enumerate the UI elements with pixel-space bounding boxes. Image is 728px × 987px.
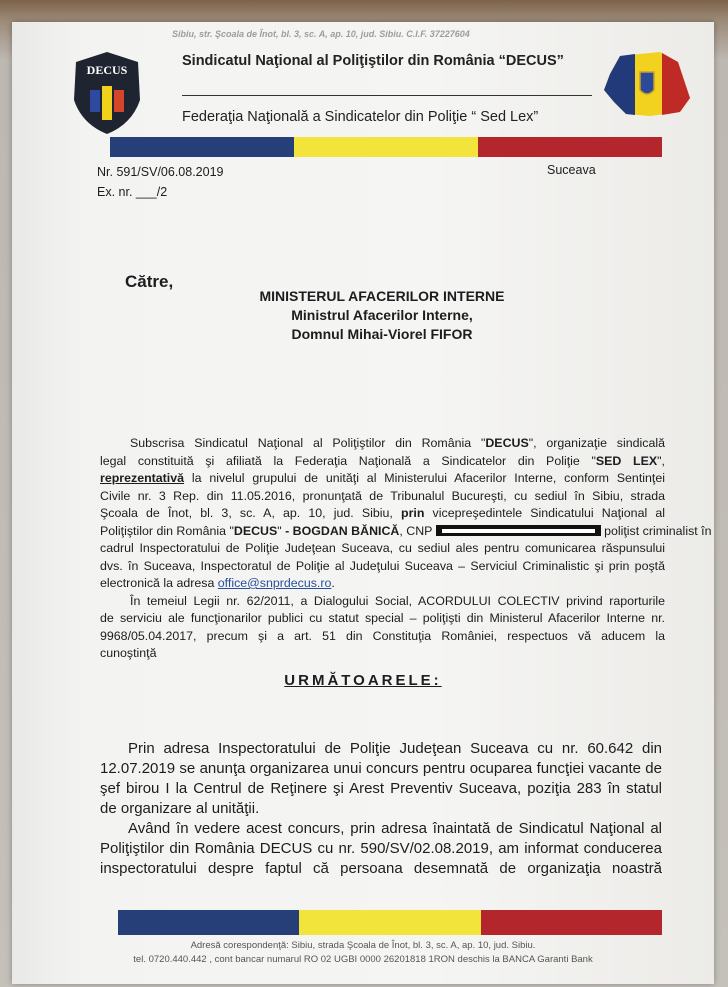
text-segment: În temeiul Legii nr. 62/2011, a Dialogului Social, ACORDULUI COLECTIV privind raporturile — [130, 593, 665, 608]
section-heading: URMĂTOARELE: — [284, 672, 442, 689]
text-segment: 12.07.2019 se anunţa organizarea unui concurs pentru ocuparea funcţiei vacante de — [100, 760, 662, 777]
email-link[interactable]: office@snprdecus.ro — [217, 576, 332, 590]
text-segment: ", organizaţie sindicală — [528, 436, 665, 450]
text-line — [100, 454, 665, 468]
text-segment: DECUS — [485, 436, 529, 450]
city: Suceava — [547, 163, 596, 177]
text-segment: 9968/05.04.2017, precum şi a art. 51 din Constituţia României, respectuos vă aducem la — [100, 628, 665, 643]
text-segment: Subscrisa Sindicatul Naţional al Poliţiştilor din România " — [130, 436, 486, 450]
paragraph-intro — [100, 436, 712, 666]
text-line — [130, 594, 665, 608]
text-line — [100, 629, 665, 643]
text-line — [128, 820, 662, 837]
text-line — [100, 541, 665, 555]
text-segment: inspectoratului despre faptul că persoana desemnată de organizaţia noastră — [100, 860, 662, 877]
text-segment: reprezentativă — [100, 471, 185, 485]
text-segment: cunoştinţă — [100, 646, 157, 660]
text-segment: electronică la adresa — [100, 576, 218, 590]
text-segment: " — [277, 523, 286, 538]
text-line — [100, 860, 662, 877]
text-line — [100, 780, 662, 797]
text-segment: Poliţiştilor din România DECUS cu nr. 590/SV/02.08.2019, am informat conducerea — [100, 840, 662, 857]
text-segment: cadrul Inspectoratului de Poliţie Judeţean Suceava, cu sediul ales pentru comunicarea răspunsului — [100, 541, 665, 555]
text-segment: prin — [401, 506, 425, 520]
text-segment: poliţist criminalist în — [600, 523, 712, 538]
text-segment: Civile nr. 3 Rep. din 11.05.2016, pronunţată de Tribunalul Bucureşti, cu sediul în Sibiu, strada — [100, 488, 665, 503]
text-line — [100, 506, 665, 520]
paragraph-body — [100, 740, 662, 890]
text-line — [100, 840, 662, 857]
text-line — [100, 489, 665, 503]
text-segment: . — [331, 576, 335, 590]
registration-number: Nr. 591/SV/06.08.2019 — [97, 165, 224, 179]
text-segment: Prin adresa Inspectoratului de Poliţie Judeţean Suceava cu nr. 60.642 din — [128, 740, 662, 757]
tricolor-bar-bottom — [118, 910, 662, 935]
tricolor-bar-top — [110, 137, 662, 157]
text-segment: de organizare al unităţii. — [100, 800, 260, 817]
text-segment: Şcoala de Înot, bl. 3, sc. A, ap. 10, jud. Sibiu, — [100, 506, 402, 520]
text-line — [100, 576, 665, 590]
text-segment: dvs. în Suceava, Inspectoratul de Poliţie al Judeţului Suceava – Serviciul Criminalistic şi prin poştă — [100, 558, 665, 573]
text-line — [130, 436, 665, 450]
text-segment: Având în vedere acest concurs, prin adresa înaintată de Sindicatul Naţional al — [128, 820, 662, 837]
letterhead-address-faint: Sibiu, str. Şcoala de Înot, bl. 3, sc. A, ap. 10, jud. Sibiu. C.I.F. 37227604 — [172, 29, 470, 39]
salutation: Către, — [125, 272, 174, 291]
redacted-cnp — [436, 525, 601, 536]
text-line — [128, 740, 662, 757]
text-segment: - BOGDAN BĂNICĂ — [285, 523, 400, 538]
header-divider — [182, 95, 592, 96]
svg-text:DECUS: DECUS — [86, 63, 128, 77]
footer-contact: tel. 0720.440.442 , cont bancar numarul RO 02 UGBI 0000 26201818 1RON deschis la BANCA Garanti Bank — [133, 954, 593, 965]
text-line — [100, 646, 665, 660]
text-segment: legal constituită şi afiliată la Federaţia Naţională a Sindicatelor din Poliţie " — [100, 453, 596, 468]
text-line — [100, 760, 662, 777]
text-line — [100, 800, 662, 817]
recipient-ministry: MINISTERUL AFACERILOR INTERNE — [259, 288, 505, 304]
text-line — [100, 471, 665, 485]
text-line — [100, 523, 712, 538]
text-segment: la nivelul grupului de unităţi al Ministerului Afacerilor Interne, conform Sentinţei — [184, 471, 665, 485]
document-page — [12, 22, 714, 984]
text-segment: DECUS — [233, 523, 278, 538]
text-segment: ", — [657, 453, 665, 468]
text-line — [100, 611, 665, 625]
text-segment: şef birou I la Centrul de Reţinere şi Arest Preventiv Suceava, poziţia 283 în statul — [100, 780, 662, 797]
copy-number: Ex. nr. ___/2 — [97, 185, 168, 199]
footer-address: Adresă corespondenţă: Sibiu, strada Şcoala de Înot, bl. 3, sc. A, ap. 10, jud. Sibiu. — [190, 940, 536, 951]
federation-name: Federaţia Naţională a Sindicatelor din Poliţie “ Sed Lex” — [182, 109, 539, 125]
recipient-title: Ministrul Afacerilor Interne, — [291, 307, 473, 323]
text-segment: SED LEX — [595, 453, 658, 468]
decus-logo-icon — [72, 50, 142, 136]
text-segment: de serviciu ale funcţionarilor publici cu statut special – poliţişti din Ministerul Afacerilor Interne nr. — [100, 611, 665, 625]
text-segment: , CNP — [399, 523, 436, 538]
text-line — [100, 559, 665, 573]
text-segment: vicepreşedintele Sindicatului Naţional al — [424, 506, 665, 520]
text-segment: Poliţiştilor din România " — [100, 523, 234, 538]
romania-map-flag-icon — [600, 50, 692, 118]
recipient-name: Domnul Mihai-Viorel FIFOR — [291, 326, 473, 342]
organization-name: Sindicatul Naţional al Poliţiştilor din România “DECUS” — [182, 53, 564, 69]
